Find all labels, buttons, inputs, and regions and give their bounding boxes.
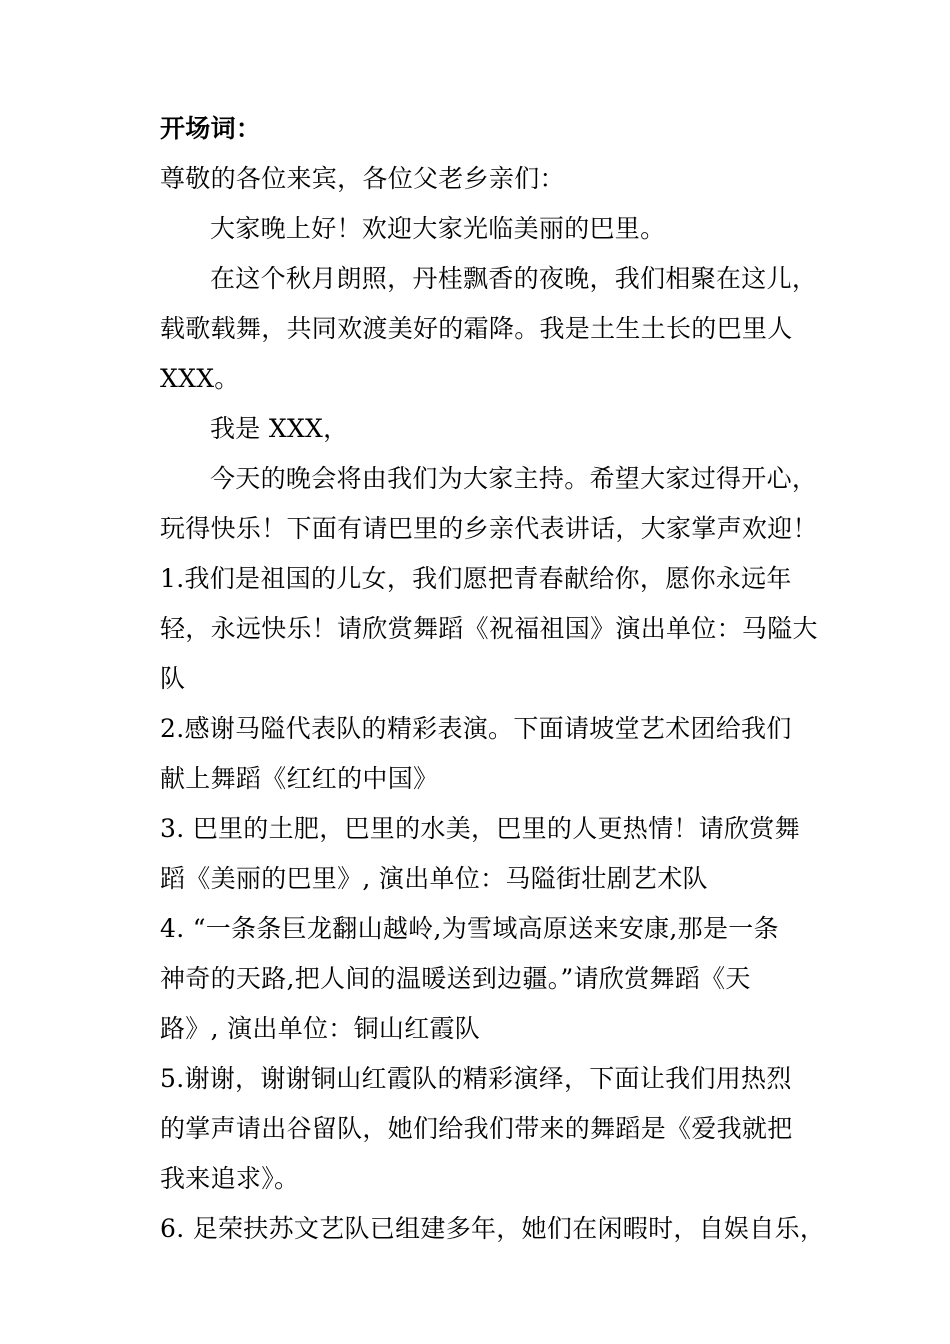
program-item-line: 蹈《美丽的巴里》, 演出单位：马隘街壮剧艺术队 xyxy=(160,864,708,893)
program-item-line: 路》, 演出单位：铜山红霞队 xyxy=(160,1014,481,1043)
program-item-line: 的掌声请出谷留队，她们给我们带来的舞蹈是《爱我就把 xyxy=(160,1114,793,1143)
program-item-line: 5.谢谢，谢谢铜山红霞队的精彩演绎，下面让我们用热烈 xyxy=(160,1064,792,1093)
paragraph-line: 今天的晚会将由我们为大家主持。希望大家过得开心， xyxy=(210,464,818,493)
program-item-line: 我来追求》。 xyxy=(160,1164,300,1193)
program-item-line: 4. “一条条巨龙翻山越岭,为雪域高原送来安康,那是一条 xyxy=(160,914,779,943)
document-heading: 开场词： xyxy=(160,114,262,143)
program-item-line: 1.我们是祖国的儿女，我们愿把青春献给你，愿你永远年 xyxy=(160,564,792,593)
program-item-line: 2.感谢马隘代表队的精彩表演。下面请坡堂艺术团给我们 xyxy=(160,714,792,743)
program-item-line: 轻，永远快乐！请欣赏舞蹈《祝福祖国》演出单位：马隘大 xyxy=(160,614,818,643)
paragraph-line: XXX。 xyxy=(160,364,240,393)
paragraph-line: 载歌载舞，共同欢渡美好的霜降。我是土生土长的巴里人 xyxy=(160,314,793,343)
paragraph-line: 在这个秋月朗照，丹桂飘香的夜晚，我们相聚在这儿， xyxy=(210,264,818,293)
salutation-line: 尊敬的各位来宾，各位父老乡亲们： xyxy=(160,164,565,193)
paragraph-line: 玩得快乐！下面有请巴里的乡亲代表讲话，大家掌声欢迎！ xyxy=(160,514,818,543)
program-item-line: 神奇的天路,把人间的温暖送到边疆。”请欣赏舞蹈《天 xyxy=(160,964,751,993)
program-item-line: 献上舞蹈《红红的中国》 xyxy=(160,764,439,793)
document-body xyxy=(160,104,826,1254)
program-item-line: 6. 足荣扶苏文艺队已组建多年，她们在闲暇时，自娱自乐， xyxy=(160,1214,826,1243)
paragraph-line: 我是 XXX， xyxy=(210,414,349,443)
program-item-line: 3. 巴里的土肥，巴里的水美，巴里的人更热情！请欣赏舞 xyxy=(160,814,800,843)
greeting-line: 大家晚上好！欢迎大家光临美丽的巴里。 xyxy=(210,214,666,243)
program-item-line: 队 xyxy=(160,664,186,693)
